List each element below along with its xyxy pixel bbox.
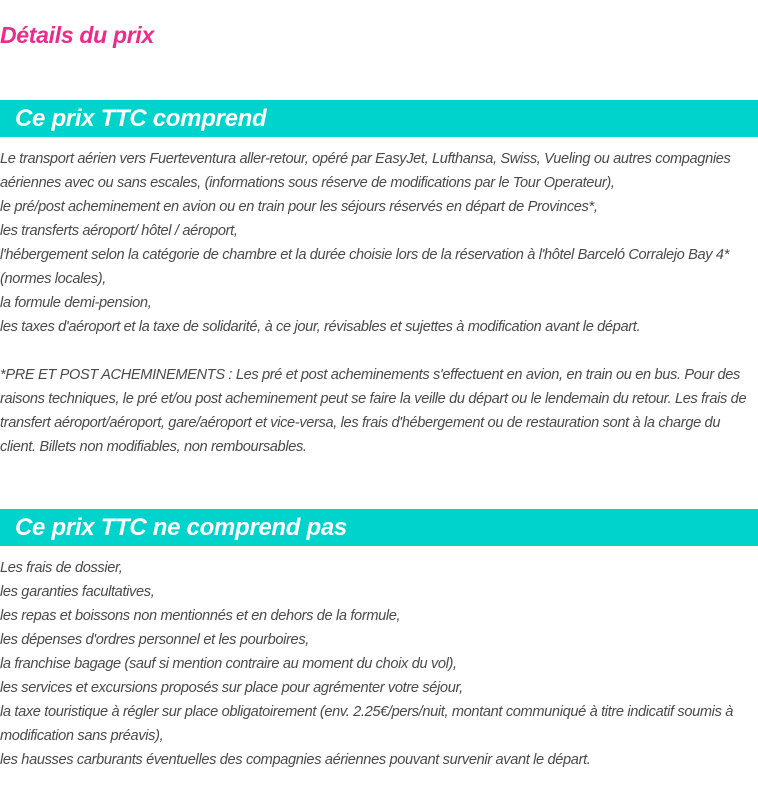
transfer-note <box>0 363 752 459</box>
page-title: Détails du prix <box>0 22 154 48</box>
excluded-item: les garanties facultatives, <box>0 584 155 600</box>
included-item: l'hébergement selon la catégorie de chambre et la durée choisie lors de la réservation à l'hôtel Barceló Corralejo Bay 4* (normes locales), <box>0 247 730 287</box>
excluded-item: la franchise bagage (sauf si mention contraire au moment du choix du vol), <box>0 656 457 672</box>
included-list <box>0 147 752 339</box>
included-item: Le transport aérien vers Fuerteventura aller-retour, opéré par EasyJet, Lufthansa, Swiss, Vueling ou autres compagnies aériennes avec ou sans escales, (informations sous réserve de modifications par le Tour Operateur), <box>0 151 731 191</box>
excluded-item: les services et excursions proposés sur place pour agrémenter votre séjour, <box>0 680 463 696</box>
excluded-item: les dépenses d'ordres personnel et les pourboires, <box>0 632 309 648</box>
excluded-heading: Ce prix TTC ne comprend pas <box>15 514 347 541</box>
excluded-list <box>0 556 752 772</box>
excluded-section-banner <box>0 509 758 546</box>
excluded-item: la taxe touristique à régler sur place obligatoirement (env. 2.25€/pers/nuit, montant communiqué à titre indicatif soumis à modification sans préavis), <box>0 704 733 744</box>
excluded-item: les hausses carburants éventuelles des compagnies aériennes pouvant survenir avant le départ. <box>0 752 591 768</box>
transfer-note-text: *PRE ET POST ACHEMINEMENTS : Les pré et post acheminements s'effectuent en avion, en train ou en bus. Pour des raisons techniques, le pré et/ou post acheminement peut se faire la veille du départ ou le lendemain du retour. Les frais de transfert aéroport/aéroport, gare/aéroport et vice-versa, les frais d'hébergement ou de restauration sont à la charge du client. Billets non modifiables, non remboursables. <box>0 367 747 455</box>
included-item: les transferts aéroport/ hôtel / aéroport, <box>0 223 238 239</box>
included-item: la formule demi-pension, <box>0 295 152 311</box>
included-item: les taxes d'aéroport et la taxe de solidarité, à ce jour, révisables et sujettes à modification avant le départ. <box>0 319 641 335</box>
included-heading: Ce prix TTC comprend <box>15 105 267 132</box>
excluded-item: Les frais de dossier, <box>0 560 123 576</box>
included-section-banner <box>0 100 758 137</box>
excluded-item: les repas et boissons non mentionnés et en dehors de la formule, <box>0 608 401 624</box>
included-item: le pré/post acheminement en avion ou en train pour les séjours réservés en départ de Provinces*, <box>0 199 598 215</box>
